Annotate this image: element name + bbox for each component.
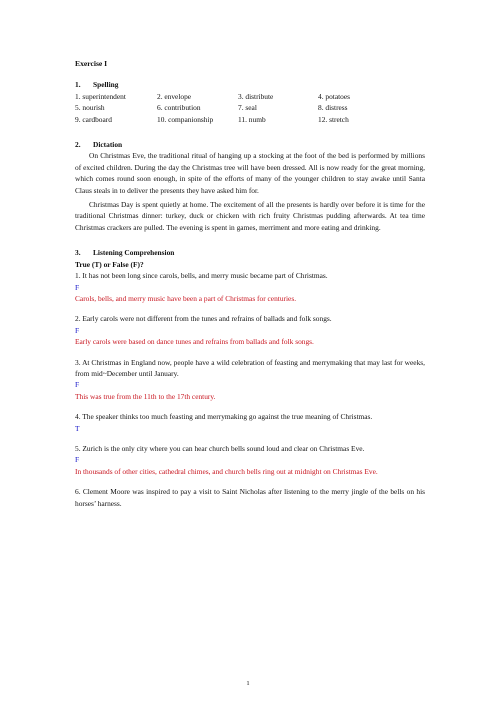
section-title: Listening Comprehension	[93, 248, 175, 258]
answer-explanation: This was true from the 11th to the 17th century.	[75, 391, 216, 401]
spelling-word-grid	[75, 91, 425, 125]
answer-letter: F	[75, 325, 80, 335]
spelling-word: 5. nourish	[75, 103, 105, 113]
section-number: 2.	[75, 140, 81, 150]
spelling-word: 4. potatoes	[318, 91, 351, 101]
section-heading-dictation	[75, 139, 425, 150]
answer-explanation: Early carols were based on dance tunes and refrains from ballads and folk songs.	[75, 337, 314, 347]
section-number: 3.	[75, 248, 81, 258]
spelling-word: 1. superintendent	[75, 91, 126, 101]
answer-letter: F	[75, 282, 80, 292]
answer-letter: F	[75, 380, 80, 390]
true-false-heading: True (T) or False (F)?	[75, 259, 144, 269]
section-title: Dictation	[93, 140, 123, 150]
spelling-word: 12. stretch	[318, 114, 349, 124]
spelling-word: 3. distribute	[238, 91, 274, 101]
spelling-word: 10. companionship	[157, 114, 214, 124]
dictation-paragraph: On Christmas Eve, the traditional ritual of hanging up a stocking at the foot of the bed is performed by millions of excited children. During the day the Christmas tree will have been dressed. All is now ready for the great morning, which comes round soon enough, in spite of the efforts of many of the younger children to stay awake until Santa Claus steals in to deliver the presents they have asked him for.	[75, 151, 425, 195]
answer-letter: F	[75, 455, 80, 465]
document-page	[75, 58, 425, 509]
question-text: 1. It has not been long since carols, bells, and merry music became part of Christmas.	[75, 271, 328, 281]
spelling-word: 9. cardboard	[75, 114, 112, 124]
question-text: 6. Clement Moore was inspired to pay a visit to Saint Nicholas after listening to the merry jingle of the bells on his horses’ harness.	[75, 487, 425, 508]
section-title: Spelling	[93, 80, 119, 90]
spelling-word: 6. contribution	[157, 103, 201, 113]
answer-explanation: In thousands of other cities, cathedral chimes, and church bells ring out at midnight on Christmas Eve.	[75, 466, 378, 476]
answer-explanation: Carols, bells, and merry music have been a part of Christmas for centuries.	[75, 293, 297, 303]
question-text: 3. At Christmas in England now, people have a wild celebration of feasting and merrymaking that may last for weeks, from mid~December until January.	[75, 357, 425, 378]
section-number: 1.	[75, 80, 81, 90]
question-text: 5. Zurich is the only city where you can hear church bells sound loud and clear on Christmas Eve.	[75, 443, 365, 453]
exercise-title: Exercise I	[75, 59, 108, 68]
page-number: 1	[246, 680, 250, 687]
answer-letter: T	[75, 423, 80, 433]
spelling-word: 2. envelope	[157, 91, 192, 101]
question-text: 2. Early carols were not different from the tunes and refrains of ballads and folk songs.	[75, 314, 332, 324]
section-heading-spelling	[75, 79, 425, 90]
spelling-word: 11. numb	[238, 114, 266, 124]
question-text: 4. The speaker thinks too much feasting and merrymaking go against the true meaning of Christmas.	[75, 412, 373, 422]
section-heading-listening	[75, 247, 425, 258]
spelling-word: 7. seal	[238, 103, 257, 113]
spelling-word: 8. distress	[318, 103, 348, 113]
dictation-paragraph: Christmas Day is spent quietly at home. The excitement of all the presents is hardly over before it is time for the traditional Christmas dinner: turkey, duck or chicken with rich fruity Christmas pudding afterwards. At tea time Christmas crackers are pulled. The evening is spent in games, merriment and more eating and drinking.	[75, 200, 425, 232]
